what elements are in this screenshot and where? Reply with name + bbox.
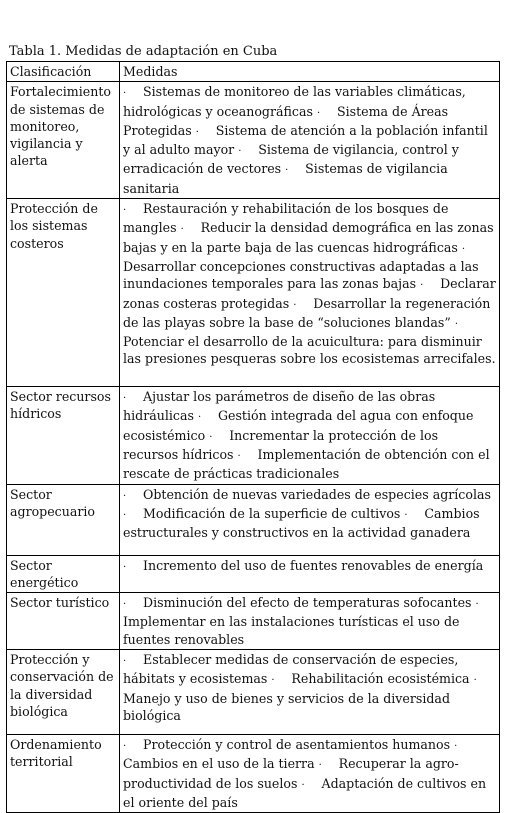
adaptation-measures-table [6, 61, 500, 813]
row-label: Sector energético [7, 555, 120, 593]
row-label: Ordenamiento territorial [7, 735, 120, 813]
measure-item: · Rehabilitación ecosistémica [271, 671, 469, 686]
measure-item: · Adaptación de cultivos en el oriente del país [123, 776, 486, 810]
table-row [7, 593, 500, 650]
table-row [7, 82, 500, 199]
row-measures [120, 555, 500, 593]
measure-item: · Sistema de Áreas Protegidas [123, 104, 448, 138]
table-row [7, 484, 500, 555]
measure-item: · Gestión integrada del agua con enfoque ecosistémico [123, 408, 473, 442]
row-label: Sector recursos hídricos [7, 387, 120, 484]
measure-item: · Reducir la densidad demográfica en las zonas bajas y en la parte baja de las cuencas hidrográficas [123, 220, 494, 254]
measure-item: · Sistema de atención a la población infantil y al adulto mayor [123, 123, 488, 157]
table-caption: Tabla 1. Medidas de adaptación en Cuba [9, 44, 278, 59]
measure-item: · Incrementar la protección de los recursos hídricos [123, 428, 438, 462]
row-measures [120, 735, 500, 813]
measure-item: · Sistema de vigilancia, control y erradicación de vectores [123, 142, 459, 176]
measure-item: · Sistemas de monitoreo de las variables climáticas, hidrológicas y oceanográficas [123, 84, 466, 118]
measure-item: · Ajustar los parámetros de diseño de las obras hidráulicas [123, 389, 435, 423]
table-row [7, 199, 500, 387]
measure-item: · Declarar zonas costeras protegidas [123, 276, 496, 310]
row-measures [120, 199, 500, 387]
measure-item: · Modificación de la superficie de cultivos [123, 506, 400, 521]
row-measures [120, 387, 500, 484]
row-measures [120, 484, 500, 555]
measure-item: · Potenciar el desarrollo de la acuicultura: para disminuir las presiones pesqueras sobre los ecosistemas arrecifales. [123, 315, 496, 367]
measure-item: · Desarrollar concepciones constructivas adaptadas a las inundaciones temporales para las zonas bajas [123, 240, 482, 292]
table-row [7, 555, 500, 593]
row-label: Sector agropecuario [7, 484, 120, 555]
measure-item: · Establecer medidas de conservación de especies, hábitats y ecosistemas [123, 652, 458, 686]
table-row [7, 650, 500, 735]
measure-item: · Implementación de obtención con el rescate de prácticas tradicionales [123, 447, 490, 481]
table-row [7, 735, 500, 813]
measure-item: · Obtención de nuevas variedades de especies agrícolas [123, 487, 491, 502]
row-label: Sector turístico [7, 593, 120, 650]
measure-item: · Sistemas de vigilancia sanitaria [123, 161, 448, 195]
row-label: Protección de los sistemas costeros [7, 199, 120, 387]
row-measures [120, 82, 500, 199]
header-medidas: Medidas [120, 62, 500, 82]
measure-item: · Manejo y uso de bienes y servicios de la diversidad biológica [123, 671, 494, 723]
table-header-row [7, 62, 500, 82]
row-measures [120, 593, 500, 650]
measure-item: · Cambios en el uso de la tierra [123, 737, 474, 771]
measure-item: · Protección y control de asentamientos humanos [123, 737, 450, 752]
measure-item: · Disminución del efecto de temperaturas sofocantes [123, 595, 472, 610]
measure-item: · Cambios estructurales y constructivos en la actividad ganadera [123, 506, 480, 540]
measure-item: · Incremento del uso de fuentes renovables de energía [123, 558, 483, 573]
table-row [7, 387, 500, 484]
row-measures [120, 650, 500, 735]
measure-item: · Recuperar la agro-productividad de los suelos [123, 756, 459, 790]
measure-item: · Desarrollar la regeneración de las playas sobre la base de “soluciones blandas” [123, 296, 490, 330]
measure-item: · Restauración y rehabilitación de los bosques de mangles [123, 201, 448, 235]
measure-item: · Implementar en las instalaciones turísticas el uso de fuentes renovables [123, 595, 496, 647]
row-label: Fortalecimiento de sistemas de monitoreo, vigilancia y alerta [7, 82, 120, 199]
row-label: Protección y conservación de la diversidad biológica [7, 650, 120, 735]
header-clasificacion: Clasificación [7, 62, 120, 82]
